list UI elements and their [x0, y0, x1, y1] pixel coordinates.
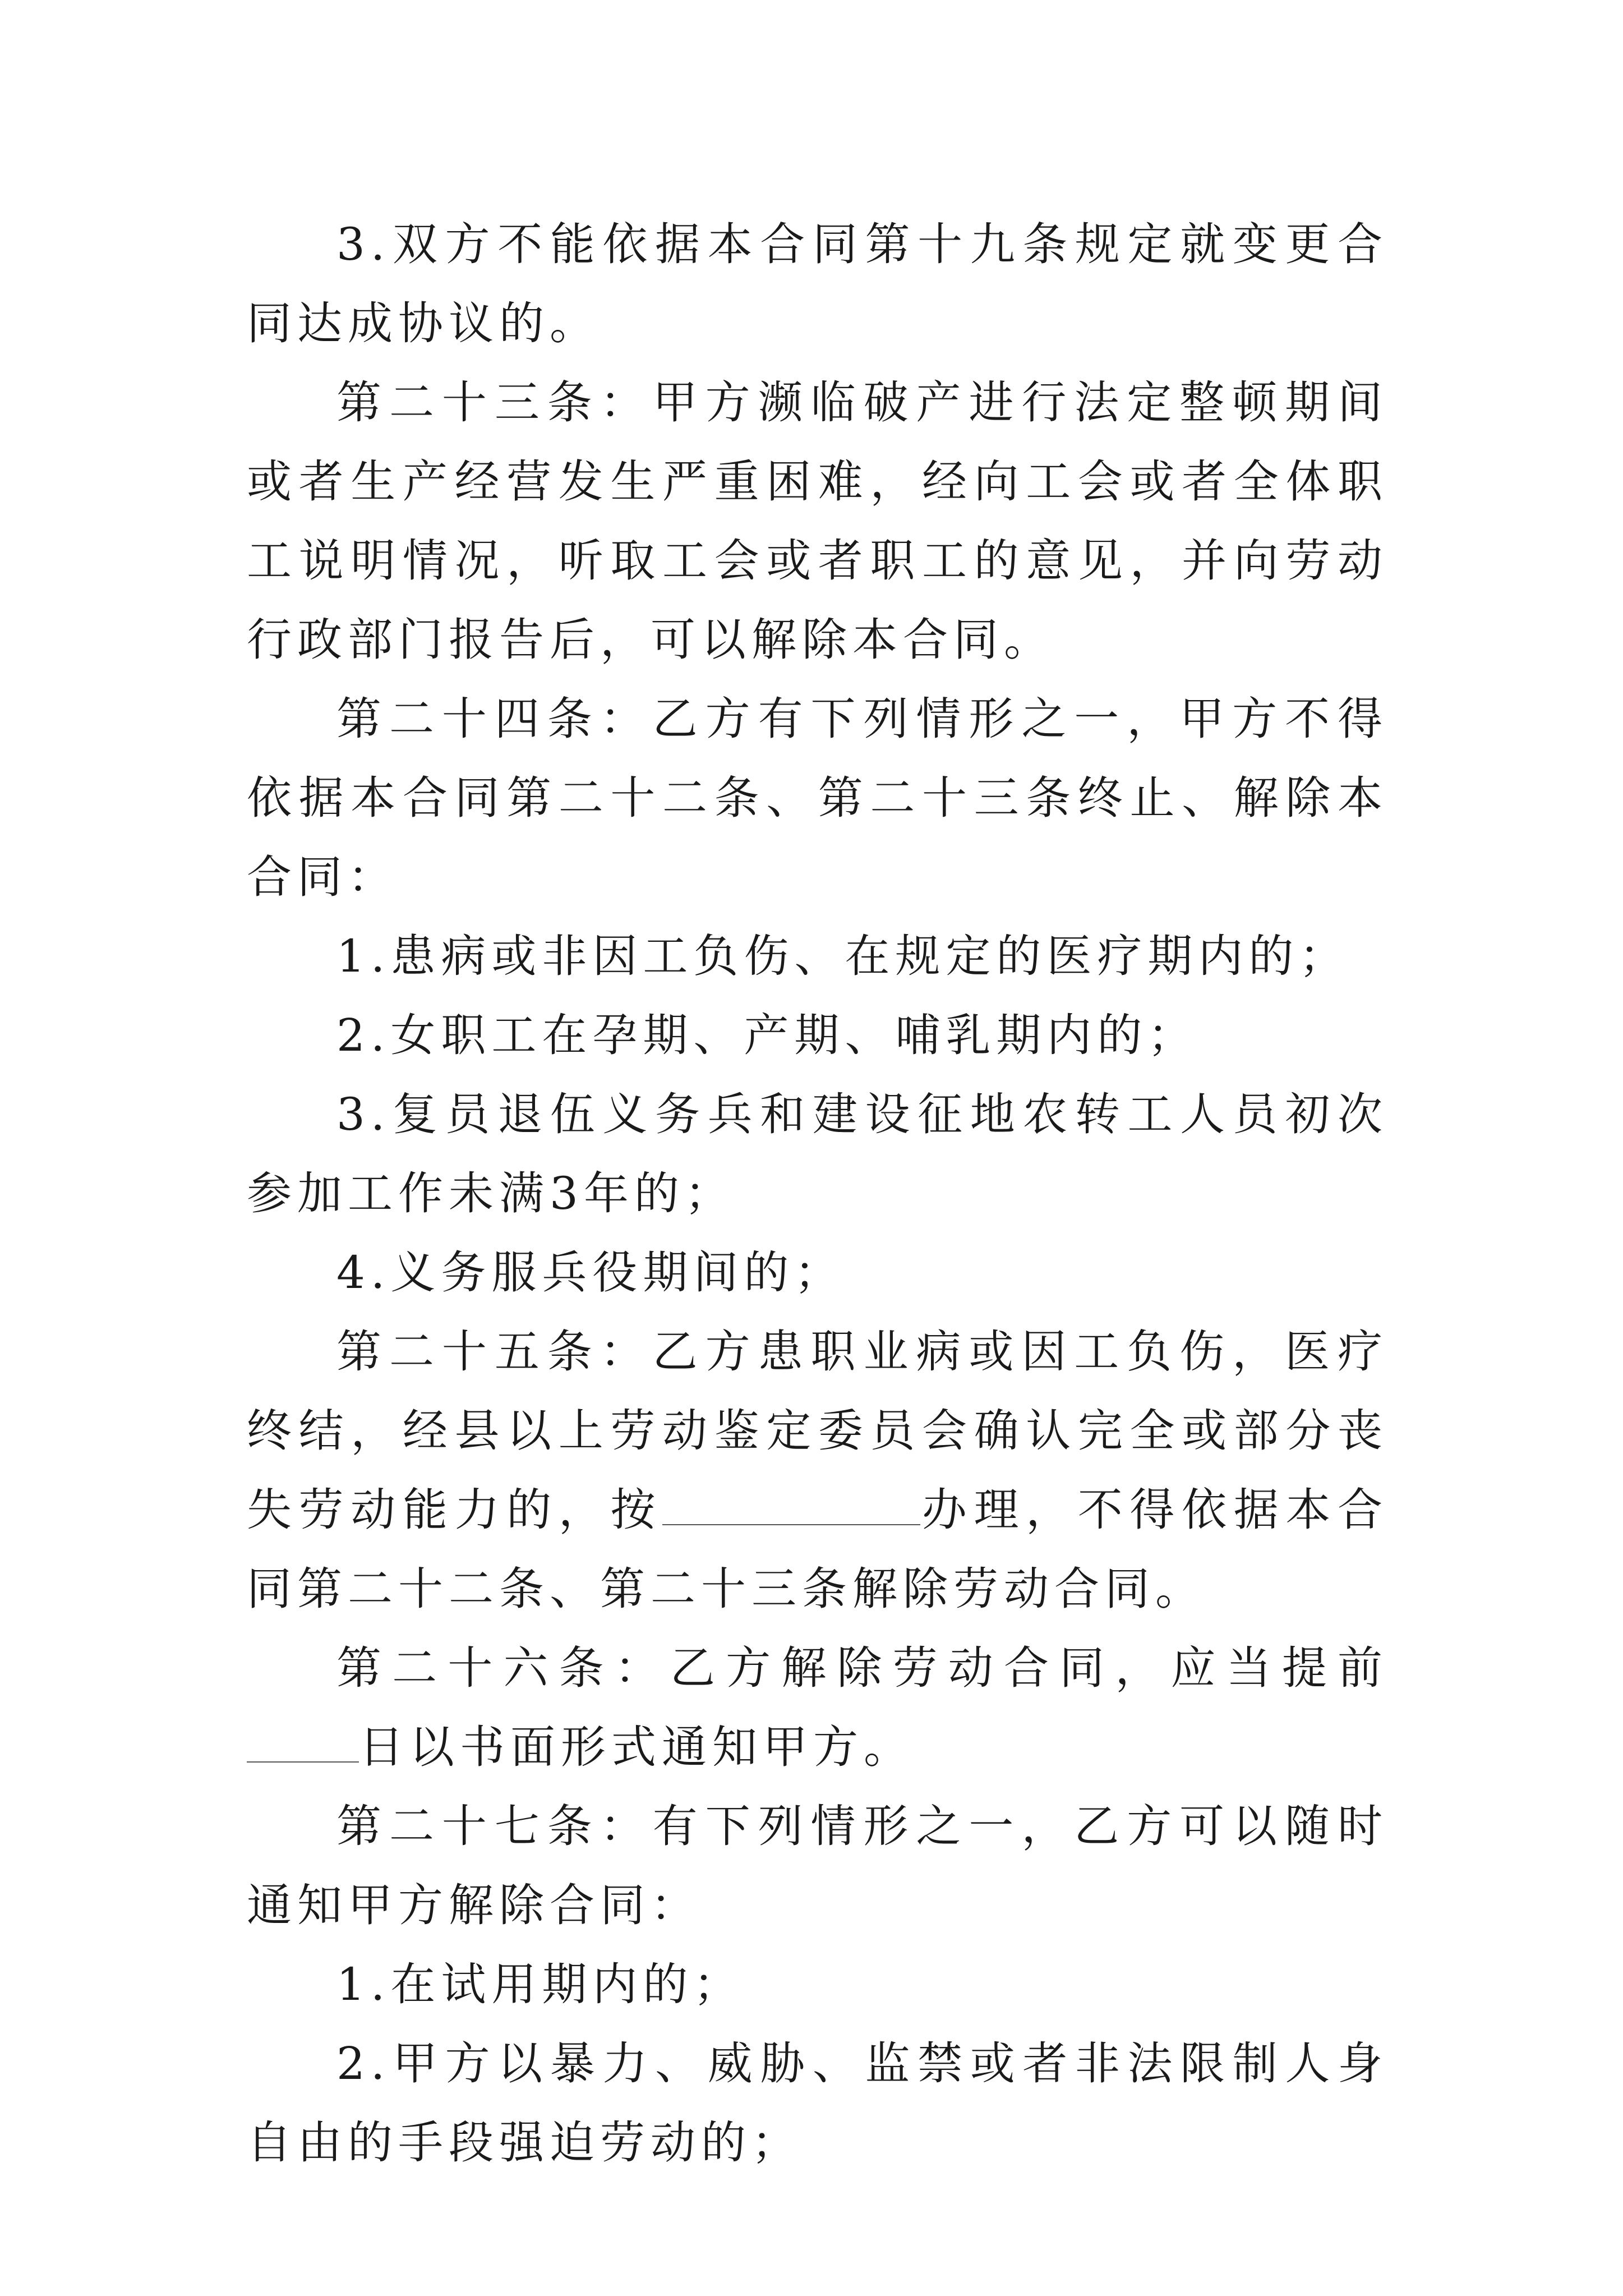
clause-24: 第二十四条：乙方有下列情形之一，甲方不得依据本合同第二十二条、第二十三条终止、解除本合同： [247, 693, 1388, 903]
fill-in-blank [662, 1487, 920, 1525]
clause-27-item-1: 1.在试用期内的； [336, 1958, 744, 2010]
fill-in-blank [247, 1724, 359, 1763]
clause-27: 第二十七条：有下列情形之一，乙方可以随时通知甲方解除合同： [247, 1800, 1388, 1931]
clause-27-item-2: 2.甲方以暴力、威胁、监禁或者非法限制人身自由的手段强迫劳动的； [247, 2037, 1388, 2169]
clause-24-item-4: 4.义务服兵役期间的； [336, 1246, 845, 1299]
clause-23: 第二十三条：甲方濒临破产进行法定整顿期间或者生产经营发生严重困难，经向工会或者全体职工说明情况，听取工会或者职工的意见，并向劳动行政部门报告后，可以解除本合同。 [247, 376, 1388, 666]
clause-26 [247, 1628, 1388, 1787]
clause-24-item-2: 2.女职工在孕期、产期、哺乳期内的； [336, 1009, 1198, 1061]
clause-24-item-3: 3.复员退伍义务兵和建设征地农转工人员初次参加工作未满3年的； [247, 1088, 1388, 1220]
document-body [247, 205, 1388, 2182]
clause-22-item-3: 3.双方不能依据本合同第十九条规定就变更合同达成协议的。 [247, 218, 1388, 349]
clause-26-text-after: 日以书面形式通知甲方。 [359, 1721, 914, 1773]
clause-25-text-before: 第二十五条：乙方患职业病或因工负伤，医疗终结，经县以上劳动鉴定委员会确认完全或部分丧失劳动能力的，按 [247, 1326, 1388, 1536]
clause-25-text-after: 办理，不得依据本合同第二十二条、第二十三条解除劳动合同。 [247, 1484, 1389, 1615]
clause-26-text-before: 第二十六条：乙方解除劳动合同，应当提前 [336, 1642, 1388, 1694]
clause-25 [247, 1312, 1388, 1628]
clause-24-item-1: 1.患病或非因工负伤、在规定的医疗期内的； [336, 930, 1350, 982]
